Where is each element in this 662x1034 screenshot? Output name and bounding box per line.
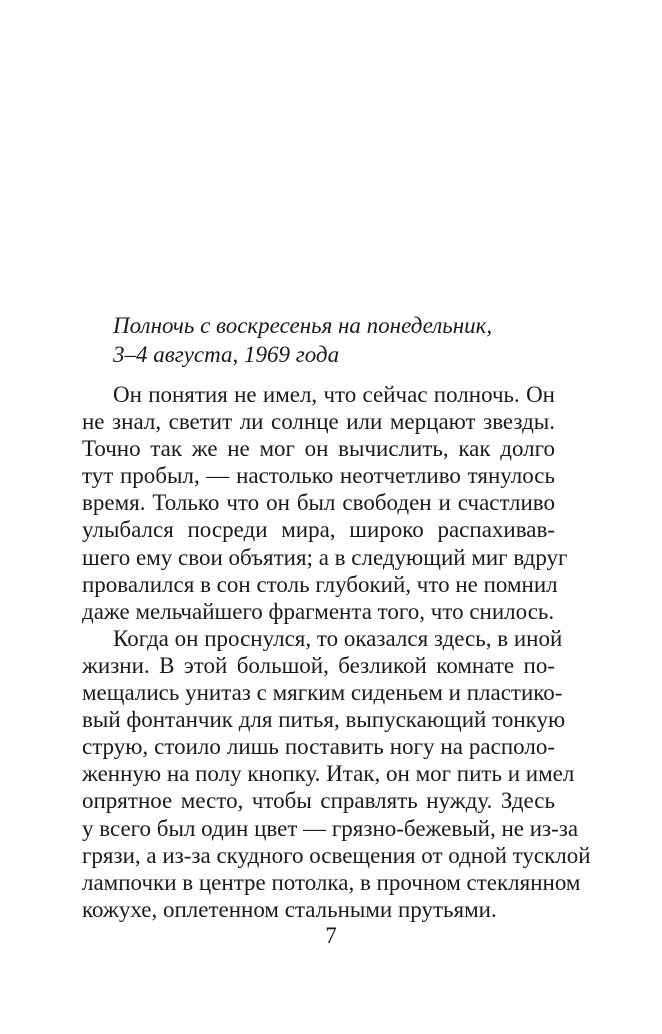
text-line: даже мельчайшего фрагмента того, что снилось. [82, 598, 555, 624]
body-text [82, 381, 591, 923]
text-line: время. Только что он был свободен и счастливо [82, 490, 555, 516]
text-line: кожухе, оплетенном стальными прутьями. [82, 896, 497, 922]
text-line: провалился в сон столь глубокий, что не помнил [82, 571, 558, 597]
text-line: мещались унитаз с мягким сиденьем и пластико- [82, 680, 563, 706]
text-line: опрятное место, чтобы справлять нужду. Здесь [82, 788, 555, 814]
text-line: лампочки в центре потолка, в прочном стеклянном [82, 869, 581, 895]
text-line: у всего был один цвет — грязно-бежевый, не из-за [82, 815, 579, 841]
text-line: струю, стоило лишь поставить ногу на располо- [82, 734, 555, 760]
text-line: вый фонтанчик для питья, выпускающий тонкую [82, 707, 566, 733]
heading-line-1: Полночь с воскресенья на понедельник, [113, 313, 493, 338]
heading-line-2: 3–4 августа, 1969 года [113, 342, 340, 367]
page-number: 7 [325, 923, 337, 948]
text-line: жизни. В этой большой, безликой комнате по- [82, 652, 555, 678]
text-line: Точно так же не мог он вычислить, как долго [82, 436, 555, 462]
text-line: грязи, а из-за скудного освещения от одной тусклой [82, 842, 591, 868]
text-line: женную на полу кнопку. Итак, он мог пить и имел [82, 761, 575, 787]
text-line: улыбался посреди мира, широко распахивав- [82, 517, 555, 543]
text-line: шего ему свои объятия; а в следующий миг вдруг [82, 544, 568, 570]
text-line: Когда он проснулся, то оказался здесь, в иной [113, 625, 563, 651]
chapter-heading [113, 311, 553, 369]
text-line: не знал, светит ли солнце или мерцают звезды. [82, 409, 555, 435]
text-line: тут пробыл, — настолько неотчетливо тянулось [82, 463, 555, 489]
text-line: Он понятия не имел, что сейчас полночь. Он [113, 382, 555, 407]
